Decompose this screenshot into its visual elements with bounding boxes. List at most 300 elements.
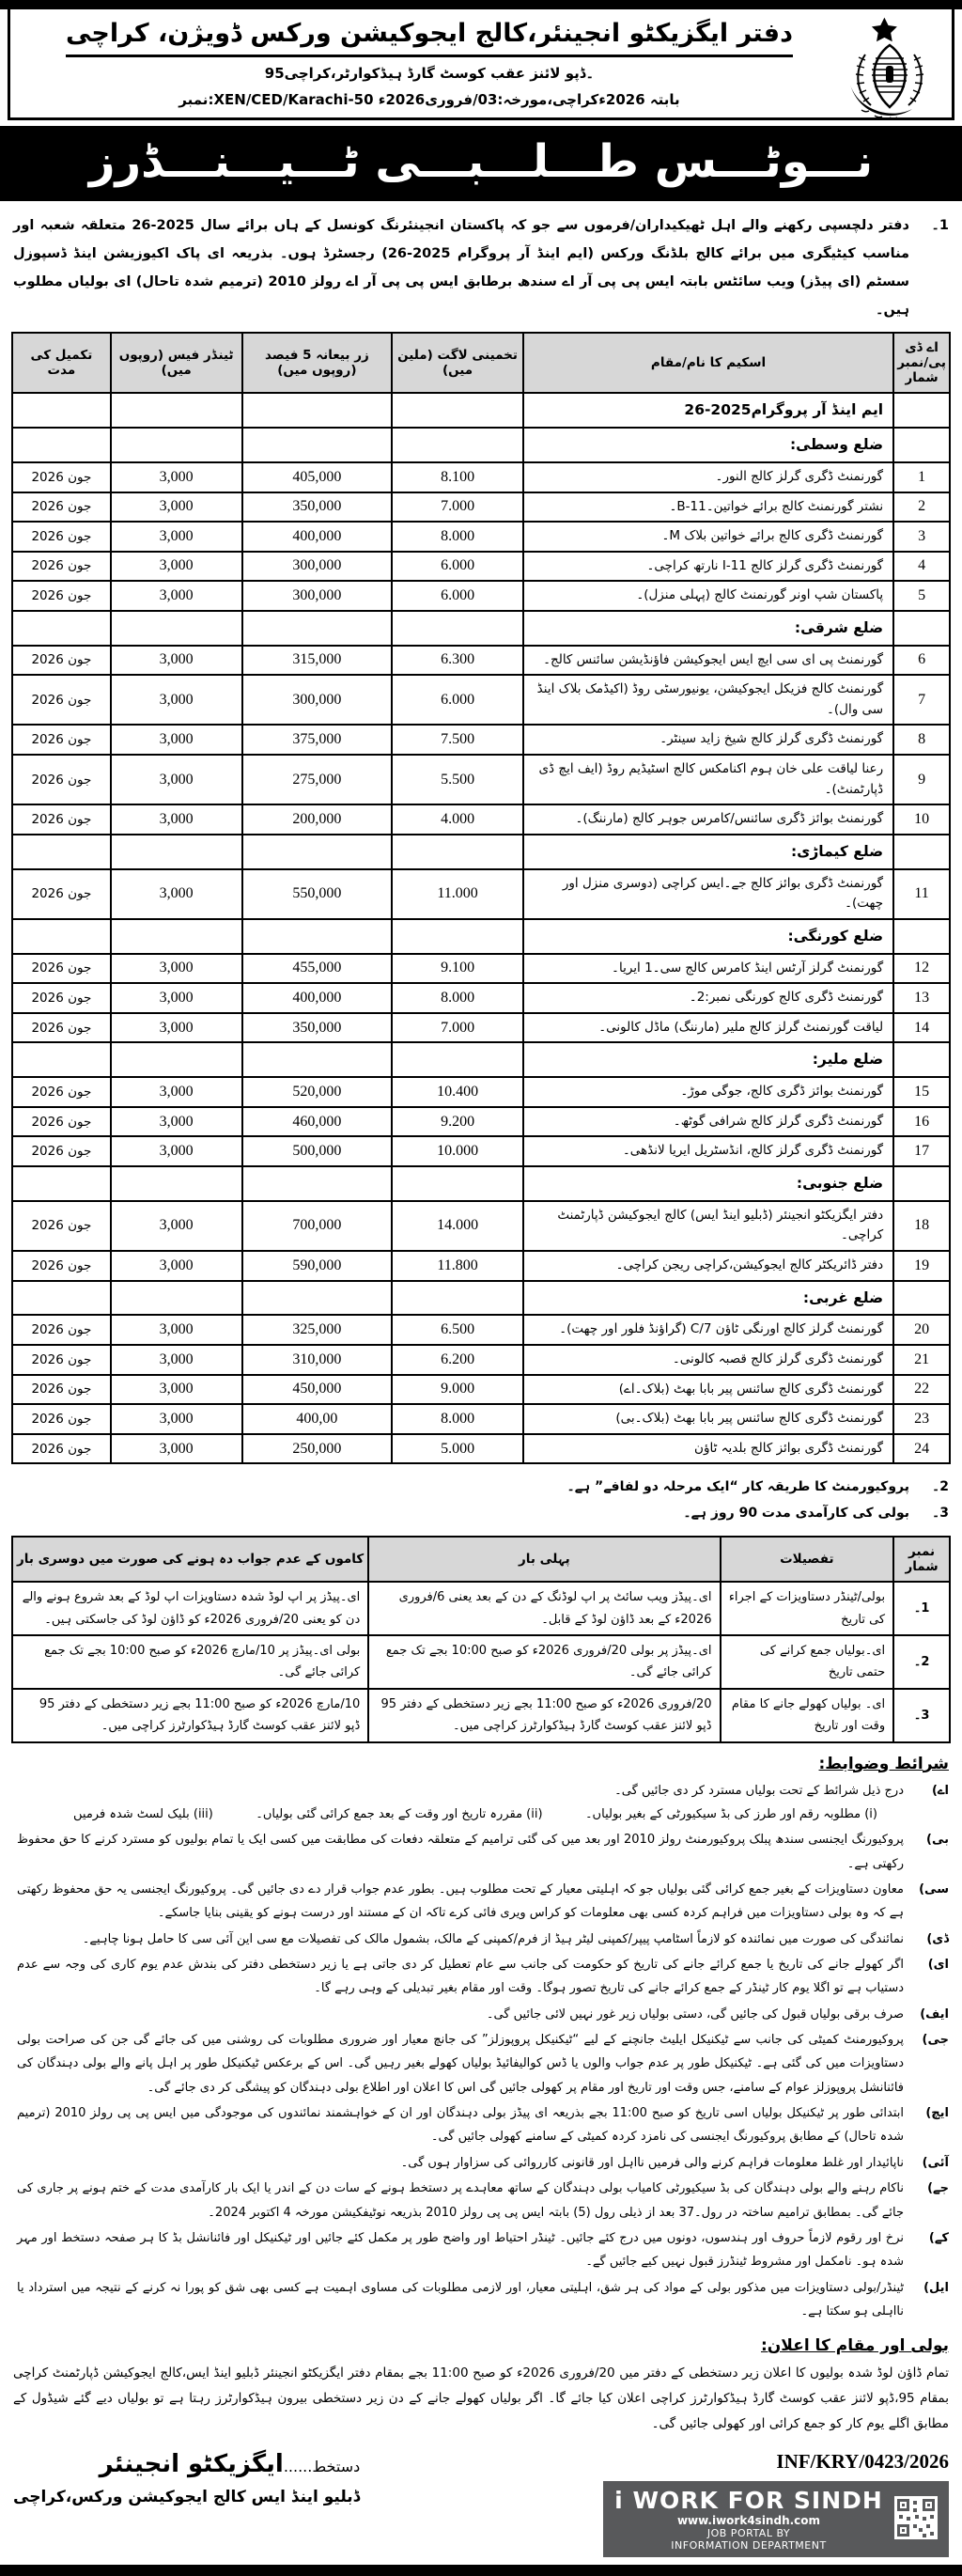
term-label: ایل): [923, 2280, 949, 2295]
fee-cell: 3,000: [111, 1345, 242, 1375]
term-main-text: نرخ اور رقوم لازماً حروف اور ہندسوں، دونوں میں درج کئے جائیں۔ ٹینڈر احتیاط اور واضح طور پر مکمل کئے جائیں اور ٹیکنیکل اور فائنانشل بڈ کا ہر صفحہ دستخط اور مہر شدہ ہو۔ نامکمل اور مشروط ٹینڈرز قبول نہیں کیے جائیں گے۔: [17, 2230, 904, 2270]
period-cell: جون 2026: [12, 1077, 111, 1107]
serial-cell: 19: [893, 1251, 950, 1281]
term-item: [13, 1953, 949, 2001]
district-row: [12, 1281, 950, 1316]
period-cell: [12, 393, 111, 428]
term-text: [13, 2226, 904, 2274]
fee-cell: [111, 1281, 242, 1316]
period-cell: جون 2026: [12, 1013, 111, 1043]
scheme-row: [12, 675, 950, 725]
district-row: [12, 835, 950, 869]
serial-cell: 9: [893, 755, 950, 804]
cost-cell: 7.000: [392, 492, 523, 523]
period-cell: جون 2026: [12, 1107, 111, 1137]
scheme-row: [12, 1434, 950, 1464]
cost-cell: 7.000: [392, 1013, 523, 1043]
term-label: ایف): [920, 2006, 949, 2022]
period-cell: جون 2026: [12, 492, 111, 523]
earnest-cell: 325,000: [242, 1315, 393, 1345]
earnest-cell: 315,000: [242, 646, 393, 676]
earnest-cell: 350,000: [242, 1013, 393, 1043]
schemes-table-header-row: [12, 333, 950, 393]
scheme-cell: گورنمنٹ کالج فزیکل ایجوکیشن، یونیورسٹی روڈ (اکیڈمک بلاک اینڈ سی وال)۔: [523, 675, 893, 725]
cost-cell: 6.500: [392, 1315, 523, 1345]
intro-number: 1۔: [931, 218, 949, 234]
earnest-cell: [242, 835, 393, 869]
serial-cell: [893, 611, 950, 646]
district-row-label: ضلع شرقی:: [523, 611, 893, 646]
earnest-cell: [242, 1042, 393, 1077]
scheme-cell: گورنمنٹ پی ای سی ایچ ایس ایجوکیشن فاؤنڈیشن سائنس کالج۔: [523, 646, 893, 676]
term-label: آئی): [922, 2155, 949, 2170]
serial-cell: [893, 1281, 950, 1316]
serial-cell: 8: [893, 725, 950, 755]
period-cell: جون 2026: [12, 1404, 111, 1434]
period-cell: جون 2026: [12, 869, 111, 919]
fee-cell: 3,000: [111, 804, 242, 835]
term-sub-item: (ii) مقررہ تاریخ اور وقت کے بعد جمع کرائی گئی بولیاں۔: [256, 1807, 543, 1821]
earnest-cell: 405,000: [242, 462, 393, 492]
term-main-text: نمائندگی کی صورت میں نمائندہ کو لازماً اسٹامپ پیپر/کمپنی لیٹر ہیڈ از فرم/کمپنی کے مالک، بشمول مالک کی تفصیلات مع سی این آئی سی کا حامل ہونا چاہیے۔: [82, 1931, 904, 1946]
term-label: ای): [927, 1958, 949, 1973]
district-row-label: ضلع کورنگی:: [523, 919, 893, 954]
scheme-row: [12, 1013, 950, 1043]
term-main-text: پروکیورنگ ایجنسی سندھ پبلک پروکیورمنٹ رولز 2010 اور بعد میں کی گئی ترامیم کے متعلقہ دفعات کی مطابقت میں کسی ایک یا تمام بولیوں کو مسترد کرنے کا حق محفوظ رکھتی ہے۔: [17, 1833, 904, 1871]
scheme-cell: پاکستان شپ اونر گورنمنٹ کالج (پہلی منزل)۔: [523, 581, 893, 611]
scheme-cell: گورنمنٹ ڈگری گرلز کالج شیخ زاید سینٹر۔: [523, 725, 893, 755]
term-label: کے): [928, 2230, 949, 2245]
scheme-row: [12, 646, 950, 676]
scheme-cell: دفتر ایگزیکٹو انجینئر (ڈبلیو اینڈ ایس) کالج ایجوکیشن ڈپارٹمنٹ کراچی۔: [523, 1201, 893, 1251]
term-text: [13, 2101, 904, 2149]
earnest-cell: 310,000: [242, 1345, 393, 1375]
schedule-serial-cell: 3۔: [893, 1689, 950, 1742]
scheme-row: [12, 1375, 950, 1405]
serial-cell: [893, 1166, 950, 1201]
earnest-cell: 400,00: [242, 1404, 393, 1434]
period-cell: [12, 835, 111, 869]
period-cell: جون 2026: [12, 646, 111, 676]
work-for-sindh-badge: [603, 2481, 949, 2557]
scheme-cell: رعنا لیاقت علی خان ہوم اکنامکس کالج اسٹیڈیم روڈ (ایف ایچ ڈی ڈپارٹمنٹ)۔: [523, 755, 893, 804]
scheme-row: [12, 983, 950, 1013]
schedule-table-header-row: [12, 1537, 950, 1582]
earnest-cell: 300,000: [242, 581, 393, 611]
scheme-cell: گورنمنٹ گرلز آرٹس اینڈ کامرس کالج سی۔1 ایریا۔: [523, 954, 893, 984]
schedule-first-call-cell: ای۔پیڈز ویب سائٹ پر اپ لوڈنگ کے دن کے بعد یعنی 6/فروری 2026ء کے بعد ڈاؤن لوڈ کے قابل۔: [368, 1582, 720, 1635]
schedule-column-header: نمبر شمار: [893, 1537, 950, 1582]
program-row-label: ایم اینڈ آر پروگرام2025-26: [523, 393, 893, 428]
serial-cell: 24: [893, 1434, 950, 1464]
signature-block: [13, 2450, 360, 2506]
term-label: جی): [922, 2033, 949, 2048]
fee-cell: 3,000: [111, 1077, 242, 1107]
schemes-column-header: تکمیل کی مدت: [12, 333, 111, 393]
term-item: [13, 2003, 949, 2026]
district-row-label: ضلع ملیر:: [523, 1042, 893, 1077]
scheme-cell: گورنمنٹ ڈگری گرلز کالج، انڈسٹریل ایریا لانڈھی۔: [523, 1136, 893, 1166]
announcement-text: تمام ڈاؤن لوڈ شدہ بولیوں کا اعلان زیر دستخطی کے دفتر میں 20/فروری 2026ء کو صبح 11:00 بجے بمقام دفتر ایگزیکٹو انجینئر ڈبلیو اینڈ ایس،کالج ایجوکیشن ڈپارٹمنٹ کراچی بمقام 95،ڈپو لائنز عقب کوسٹ گارڈ ہیڈکوارٹرز کراچی اعلان کیا جائے گا۔ اگر بولیاں کھولے جانے کے دن زیر دستخطی بیرون ہیڈکوارٹرز رہتا ہے تو بولیاں دیے گئے شیڈول کے مطابق اگلے یوم کار کو جمع کرائی اور کھولی جائیں گی۔: [13, 2365, 950, 2432]
cost-cell: 8.000: [392, 983, 523, 1013]
scheme-row: [12, 804, 950, 835]
period-cell: جون 2026: [12, 1201, 111, 1251]
procedure-note: [13, 1474, 949, 1500]
term-text: [13, 2151, 904, 2175]
fee-cell: 3,000: [111, 522, 242, 552]
note-number: 2۔: [932, 1479, 949, 1495]
period-cell: [12, 611, 111, 646]
term-label: جے): [927, 2181, 949, 2196]
schemes-column-header: اسکیم کا نام/مقام: [523, 333, 893, 393]
cost-cell: 10.000: [392, 1136, 523, 1166]
note-text: پروکیورمنٹ کا طریقہ کار “ایک مرحلہ دو لفافے” ہے۔: [566, 1479, 909, 1495]
fee-cell: 3,000: [111, 462, 242, 492]
term-main-text: ناکام رہنے والے بولی دہندگان کی بڈ سیکیورٹی کامیاب بولی دہندگان کے ساتھ معاہدے پر دستخط ہونے کے سات دن کے اندر یا ایک بار کارآمدی مدت کے ختم ہونے پر جاری کی جائے گی۔ بمطابق ترامیم ساختہ در رول۔37 بعد از ذیلی رول (5) بابتہ ایس پی پی رولز 2010 بذریعہ نوٹیفکیشن مورخہ 4 اکتوبر 2024۔: [17, 2181, 904, 2220]
term-main-text: ناپائیدار اور غلط معلومات فراہم کرنے والی فرمیں نااہل اور قانونی کارروائی کی سزاوار ہوں گی۔: [400, 2155, 904, 2170]
scheme-cell: گورنمنٹ گرلز کالج اورنگی ٹاؤن 7/C (گراؤنڈ فلور اور چھت)۔: [523, 1315, 893, 1345]
period-cell: جون 2026: [12, 522, 111, 552]
term-text: [13, 1928, 904, 1951]
period-cell: [12, 1281, 111, 1316]
note-text: بولی کی کارآمدی مدت 90 روز ہے۔: [683, 1506, 909, 1522]
badge-line2: INFORMATION DEPARTMENT: [671, 2539, 827, 2553]
earnest-cell: [242, 393, 393, 428]
period-cell: جون 2026: [12, 1251, 111, 1281]
term-label: بی): [926, 1833, 949, 1848]
term-text: [13, 2276, 904, 2324]
schemes-column-header: ٹینڈر فیس (روپوں میں): [111, 333, 242, 393]
cost-cell: [392, 1042, 523, 1077]
fee-cell: 3,000: [111, 1201, 242, 1251]
serial-cell: 3: [893, 522, 950, 552]
notice-body: [0, 201, 962, 2439]
serial-cell: 13: [893, 983, 950, 1013]
district-row: [12, 428, 950, 462]
scheme-row: [12, 462, 950, 492]
serial-cell: 16: [893, 1107, 950, 1137]
office-address: 95۔ڈپو لائنز عقب کوسٹ گارڈ ہیڈکوارٹر،کراچی: [264, 65, 595, 83]
term-text: [13, 2003, 904, 2026]
scheme-row: [12, 1345, 950, 1375]
period-cell: جون 2026: [12, 1315, 111, 1345]
cost-cell: 8.000: [392, 1404, 523, 1434]
terms-list: [11, 1779, 951, 2324]
term-text: [13, 1779, 904, 1827]
scheme-row: [12, 552, 950, 582]
term-label: ڈی): [926, 1931, 949, 1946]
period-cell: جون 2026: [12, 1375, 111, 1405]
period-cell: جون 2026: [12, 954, 111, 984]
fee-cell: 3,000: [111, 675, 242, 725]
fee-cell: [111, 611, 242, 646]
sindh-government-seal-icon: [830, 17, 935, 128]
announcement-heading: بولی اور مقام کا اعلان:: [760, 2336, 949, 2356]
term-main-text: پروکیورمنٹ کمیٹی کی جانب سے ٹیکنیکل ایلیٹ جانچنے کے لیے “ٹیکنیکل پروپوزلز” کی جانچ معیار اور ضروری مطلوبات کی روشنی میں کی جائے گی جن کی صراحت بولی دستاویزات میں کی گئی ہے۔ ٹیکنیکل طور پر عدم جواب والوں یا ڈس کوالیفائیڈ بولیاں کھولے بغیر رہیں گی۔ اس کے برعکس ٹیکنیکل طور پر اہل پانے والے بولی دہندگان کی فائنانشل پروپوزلز عوام کے سامنے، جس وقت اور تاریخ اور مقام پر کھولی جائیں گی اس کا اعلان اور اطلاع بولی دہندگان کو پیشگی کر دی جائے گی۔: [17, 2033, 904, 2095]
period-cell: جون 2026: [12, 755, 111, 804]
schedule-details-cell: بولی/ٹینڈر دستاویزات کے اجراء کی تاریخ: [721, 1582, 894, 1635]
period-cell: جون 2026: [12, 804, 111, 835]
cost-cell: [392, 835, 523, 869]
schedule-serial-cell: 2۔: [893, 1635, 950, 1689]
scheme-cell: گورنمنٹ ڈگری کالج سائنس پیر بابا بھٹ (بلاک۔اے): [523, 1375, 893, 1405]
term-main-text: ابتدائی طور پر ٹیکنیکل بولیاں اسی تاریخ کو صبح 11:00 بجے بذریعہ ای پیڈز بولی دہندگان اور ان کے خواہشمند نمائندوں کی موجودگی میں ایس پی پی رولز 2010 (ترمیم شدہ تاحال) کے مطابق پروکیورنگ ایجنسی کی نامزد کردہ کمیٹی کے سامنے کھولی جائیں گی۔: [17, 2106, 904, 2145]
signatory-org: ڈبلیو اینڈ ایس کالج ایجوکیشن ورکس،کراچی: [13, 2488, 361, 2507]
fee-cell: 3,000: [111, 1107, 242, 1137]
cost-cell: [392, 611, 523, 646]
schemes-table: [11, 332, 951, 1464]
district-row-label: ضلع جنوبی:: [523, 1166, 893, 1201]
cost-cell: 8.100: [392, 462, 523, 492]
scheme-row: [12, 1077, 950, 1107]
schedule-row: [12, 1582, 950, 1635]
serial-cell: [893, 428, 950, 462]
fee-cell: [111, 428, 242, 462]
serial-cell: 2: [893, 492, 950, 523]
earnest-cell: 400,000: [242, 522, 393, 552]
district-row-label: ضلع غربی:: [523, 1281, 893, 1316]
term-label: ایچ): [925, 2106, 949, 2121]
scheme-cell: گورنمنٹ ڈگری کالج برائے خواتین بلاک M۔: [523, 522, 893, 552]
serial-cell: 6: [893, 646, 950, 676]
office-title: دفتر ایگزیکٹو انجینئر،کالج ایجوکیشن ورکس ڈویژن، کراچی: [66, 17, 793, 57]
fee-cell: 3,000: [111, 725, 242, 755]
cost-cell: 9.200: [392, 1107, 523, 1137]
period-cell: جون 2026: [12, 581, 111, 611]
banner-title: نـــوٹـــس طـــلـــبـــی ٹـــیـــنـــڈرز: [88, 135, 874, 189]
scheme-row: [12, 1404, 950, 1434]
cost-cell: 9.100: [392, 954, 523, 984]
term-text: [13, 1828, 904, 1876]
term-item: [13, 1928, 949, 1951]
scheme-cell: نشتر گورنمنٹ کالج برائے خواتین۔B-11۔: [523, 492, 893, 523]
scheme-row: [12, 869, 950, 919]
earnest-cell: [242, 1281, 393, 1316]
district-row: [12, 611, 950, 646]
earnest-cell: 450,000: [242, 1375, 393, 1405]
scheme-cell: گورنمنٹ ڈگری گرلز کالج I-11 نارتھ کراچی۔: [523, 552, 893, 582]
scheme-row: [12, 1201, 950, 1251]
scheme-row: [12, 725, 950, 755]
fee-cell: 3,000: [111, 755, 242, 804]
term-sub-item: (iii) بلیک لسٹ شدہ فرمیں: [73, 1807, 213, 1821]
earnest-cell: 250,000: [242, 1434, 393, 1464]
serial-cell: 7: [893, 675, 950, 725]
cost-cell: 6.200: [392, 1345, 523, 1375]
district-row: [12, 1042, 950, 1077]
note-number: 3۔: [932, 1506, 949, 1522]
program-row: [12, 393, 950, 428]
scheme-cell: گورنمنٹ ڈگری کالج سائنس پیر بابا بھٹ (بلاک۔بی): [523, 1404, 893, 1434]
footer: [0, 2444, 962, 2557]
schedule-row: [12, 1689, 950, 1742]
scheme-row: [12, 1107, 950, 1137]
cost-cell: [392, 919, 523, 954]
cost-cell: 11.000: [392, 869, 523, 919]
schedule-details-cell: ای۔ بولیاں کھولے جانے کا مقام وقت اور تاریخ: [721, 1689, 894, 1742]
earnest-cell: 460,000: [242, 1107, 393, 1137]
scheme-row: [12, 522, 950, 552]
period-cell: جون 2026: [12, 1136, 111, 1166]
term-text: [13, 2028, 904, 2100]
header-box: [8, 9, 954, 120]
serial-cell: 20: [893, 1315, 950, 1345]
term-item: [13, 2276, 949, 2324]
period-cell: جون 2026: [12, 552, 111, 582]
scheme-cell: گورنمنٹ ڈگری گرلز کالج النور۔: [523, 462, 893, 492]
reference-number-line: نمبر:XEN/CED/Karachi-50 بابتہ 2026ءکراچی،مورخہ:03/فروری2026ء: [178, 91, 680, 109]
badge-line1: JOB PORTAL BY: [706, 2527, 791, 2540]
serial-cell: 18: [893, 1201, 950, 1251]
cost-cell: [392, 393, 523, 428]
cost-cell: [392, 428, 523, 462]
schedule-second-call-cell: بولی ای۔پیڈز پر 10/مارچ 2026ء کو صبح 10:00 بجے تک جمع کرائی جائے گی۔: [12, 1635, 368, 1689]
term-item: [13, 2151, 949, 2175]
serial-cell: 14: [893, 1013, 950, 1043]
schedule-serial-cell: 1۔: [893, 1582, 950, 1635]
scheme-row: [12, 492, 950, 523]
term-item: [13, 2028, 949, 2100]
earnest-cell: 375,000: [242, 725, 393, 755]
earnest-cell: 550,000: [242, 869, 393, 919]
procedure-note: [13, 1500, 949, 1526]
scheme-cell: گورنمنٹ بوائز ڈگری کالج، جوگی موڑ۔: [523, 1077, 893, 1107]
district-row: [12, 919, 950, 954]
signatory-title: ایگزیکٹو انجینئر: [99, 2450, 284, 2479]
cost-cell: 6.000: [392, 581, 523, 611]
fee-cell: [111, 393, 242, 428]
serial-cell: [893, 919, 950, 954]
term-sub-items: [17, 1803, 904, 1826]
scheme-row: [12, 755, 950, 804]
earnest-cell: 200,000: [242, 804, 393, 835]
intro-paragraph: [13, 212, 949, 324]
badge-title: i WORK FOR SINDH: [614, 2487, 883, 2515]
term-main-text: درج ذیل شرائط کے تحت بولیاں مسترد کر دی جائیں گی۔: [614, 1783, 904, 1798]
fee-cell: 3,000: [111, 552, 242, 582]
schedule-second-call-cell: 10/مارچ 2026ء کو صبح 11:00 بجے زیر دستخطی کے دفتر 95 ڈپو لائنز عقب کوسٹ گارڈ ہیڈکوارٹرز کراچی میں۔: [12, 1689, 368, 1742]
earnest-cell: [242, 1166, 393, 1201]
earnest-cell: 300,000: [242, 552, 393, 582]
fee-cell: 3,000: [111, 983, 242, 1013]
term-label: اے): [931, 1783, 949, 1798]
serial-cell: 11: [893, 869, 950, 919]
procedure-notes: [13, 1474, 949, 1526]
period-cell: [12, 1042, 111, 1077]
term-item: [13, 1878, 949, 1926]
fee-cell: 3,000: [111, 1434, 242, 1464]
serial-cell: 17: [893, 1136, 950, 1166]
serial-cell: 4: [893, 552, 950, 582]
scheme-cell: گورنمنٹ بوائز ڈگری سائنس/کامرس جوہر کالج (مارننگ)۔: [523, 804, 893, 835]
scheme-cell: گورنمنٹ ڈگری بوائز کالج جے۔ایس کراچی (دوسری منزل اور چھت)۔: [523, 869, 893, 919]
term-item: [13, 2101, 949, 2149]
scheme-cell: گورنمنٹ ڈگری گرلز کالج شرافی گوٹھ۔: [523, 1107, 893, 1137]
earnest-cell: 700,000: [242, 1201, 393, 1251]
fee-cell: 3,000: [111, 1136, 242, 1166]
qr-code-icon: [894, 2496, 938, 2543]
period-cell: [12, 1166, 111, 1201]
cost-cell: 6.300: [392, 646, 523, 676]
schemes-column-header: تخمینی لاگت (ملین میں): [392, 333, 523, 393]
badge-url: www.iwork4sindh.com: [676, 2514, 821, 2528]
scheme-cell: گورنمنٹ ڈگری بوائز کالج بلدیہ ٹاؤن: [523, 1434, 893, 1464]
terms-heading: شرائط وضوابط:: [818, 1754, 949, 1773]
fee-cell: 3,000: [111, 869, 242, 919]
term-text: [13, 1878, 904, 1926]
period-cell: جون 2026: [12, 1345, 111, 1375]
fee-cell: [111, 1166, 242, 1201]
serial-cell: 23: [893, 1404, 950, 1434]
earnest-cell: 275,000: [242, 755, 393, 804]
serial-cell: 1: [893, 462, 950, 492]
cost-cell: 14.000: [392, 1201, 523, 1251]
cost-cell: 6.000: [392, 552, 523, 582]
cost-cell: 6.000: [392, 675, 523, 725]
earnest-cell: [242, 428, 393, 462]
cost-cell: 8.000: [392, 522, 523, 552]
cost-cell: 9.000: [392, 1375, 523, 1405]
term-item: [13, 1828, 949, 1876]
signature-prefix: دستخط......: [283, 2458, 361, 2476]
cost-cell: 4.000: [392, 804, 523, 835]
fee-cell: 3,000: [111, 954, 242, 984]
schedule-table: [11, 1536, 951, 1742]
fee-cell: 3,000: [111, 1404, 242, 1434]
earnest-cell: 500,000: [242, 1136, 393, 1166]
serial-cell: 10: [893, 804, 950, 835]
cost-cell: 11.800: [392, 1251, 523, 1281]
serial-cell: 21: [893, 1345, 950, 1375]
scheme-row: [12, 1136, 950, 1166]
term-main-text: صرف برقی بولیاں قبول کی جائیں گی، دستی بولیاں زیر غور نہیں لائی جائیں گی۔: [486, 2006, 904, 2022]
cost-cell: 7.500: [392, 725, 523, 755]
period-cell: جون 2026: [12, 983, 111, 1013]
bottom-black-bar: [0, 2565, 962, 2576]
schedule-column-header: تفصیلات: [721, 1537, 894, 1582]
scheme-row: [12, 954, 950, 984]
earnest-cell: 350,000: [242, 492, 393, 523]
schemes-column-header: زر بیعانہ 5 فیصد (روپوں میں): [242, 333, 393, 393]
period-cell: جون 2026: [12, 1434, 111, 1464]
cost-cell: 5.500: [392, 755, 523, 804]
notice-banner: [0, 126, 962, 201]
term-label: سی): [919, 1882, 949, 1897]
serial-cell: 15: [893, 1077, 950, 1107]
fee-cell: [111, 835, 242, 869]
term-main-text: اگر کھولے جانے کی تاریخ یا جمع کرائے جانے کی تاریخ کو حکومت کی جانب سے عام تعطیل کر دی جاتی ہے یا زیر دستخطی دفتر کی بندش عدم یوم کاری کی وجہ سے عدم دستیاب ہے تو اگلا یوم کار ٹینڈر کے جمع کرائے جانے کی تاریخ تصور ہوگا۔ وقت اور مقام بغیر تبدیلی کے وہی رہے گا۔: [17, 1958, 904, 1996]
term-main-text: ٹینڈر/بولی دستاویزات میں مذکور بولی کے مواد کی ہر شق، اہلیتی معیار، اور لازمی مطلوبات کی مساوی اہمیت ہے کسی بھی شق کو پورا نہ کرنے کے نتیجہ میں استرداد یا نااہلی ہو سکتا ہے۔: [17, 2280, 904, 2318]
serial-cell: [893, 393, 950, 428]
fee-cell: 3,000: [111, 581, 242, 611]
term-sub-item: (i) مطلوبہ رقم اور طرز کی بڈ سیکیورٹی کے بغیر بولیاں۔: [584, 1807, 877, 1821]
scheme-cell: لیاقت گورنمنٹ گرلز کالج ملیر (مارننگ) ماڈل کالونی۔: [523, 1013, 893, 1043]
period-cell: جون 2026: [12, 462, 111, 492]
fee-cell: [111, 919, 242, 954]
serial-cell: [893, 835, 950, 869]
schedule-column-header: کاموں کے عدم جواب دہ ہونے کی صورت میں دوسری بار: [12, 1537, 368, 1582]
cost-cell: [392, 1166, 523, 1201]
district-row-label: ضلع کیماڑی:: [523, 835, 893, 869]
schemes-column-header: اے ڈی پی/نمبر شمار: [893, 333, 950, 393]
fee-cell: 3,000: [111, 1013, 242, 1043]
scheme-row: [12, 581, 950, 611]
term-text: [13, 1953, 904, 2001]
intro-text: دفتر دلچسپی رکھنے والے اہل ٹھیکیداران/فرموں سے جو کہ پاکستان انجینئرنگ کونسل کے ہاں برائے سال 2025-26 متعلقہ شعبہ اور مناسب کیٹیگری میں برائے کالج بلڈنگ ورکس (ایم اینڈ آر پروگرام 2025-26) رجسٹرڈ ہوں۔ بذریعہ ای پاک اکیوزیشن اینڈ ڈسپوزل سسٹم (ای پیڈز) ویب سائٹس بابتہ ایس پی پی آر اے سندھ برطابق ایس پی پی آر اے رولز 2010 (ترمیم شدہ تاحال) ای بولیاں مطلوب ہیں۔: [13, 218, 910, 318]
serial-cell: [893, 1042, 950, 1077]
earnest-cell: [242, 919, 393, 954]
schedule-details-cell: ای۔بولیاں جمع کرانے کی حتمی تاریخ: [721, 1635, 894, 1689]
